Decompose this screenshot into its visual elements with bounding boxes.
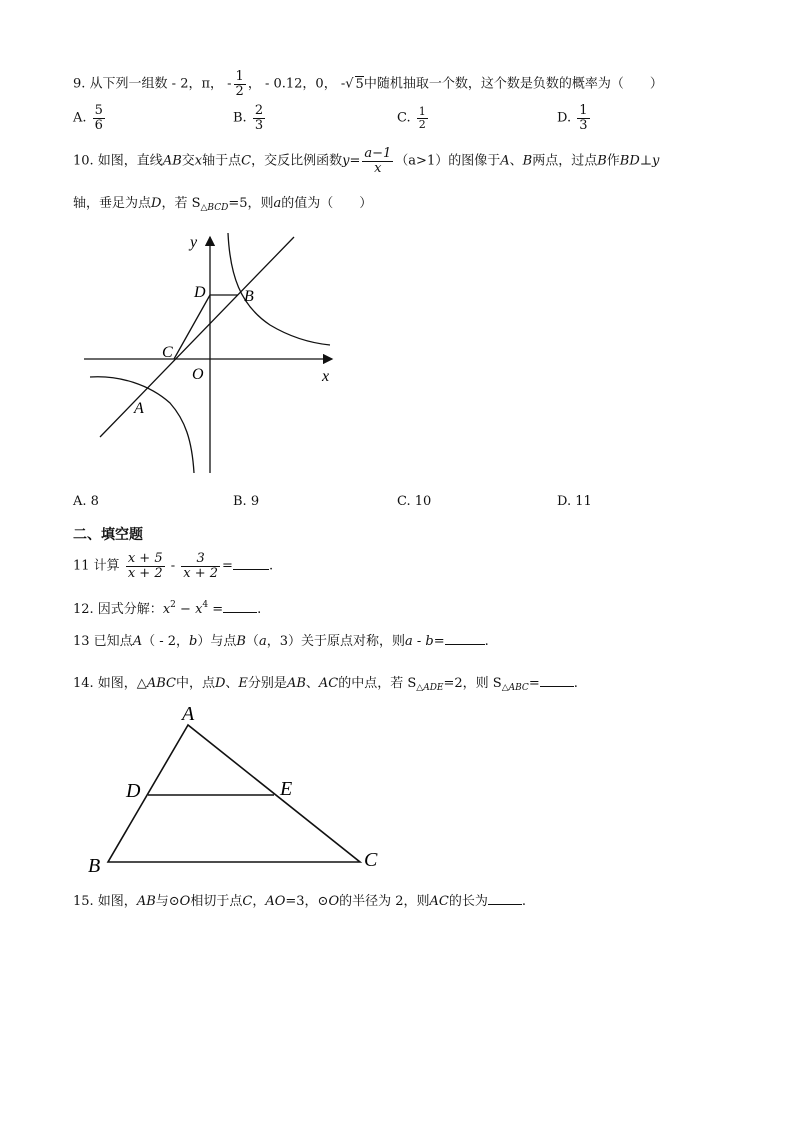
label-d: D — [194, 284, 206, 301]
q9-stem: 9. 从下列一组数 - 2，π， - $\frac{1}{2}$ ， - 0.12，0， -√ 5中随机抽取一个数，这个数是负数的概率为（ ） — [73, 69, 663, 99]
q13-answer-blank[interactable] — [445, 643, 485, 645]
q13-stem: 13 已知点A（ - 2，b）与点B（a，3）关于原点对称，则a - b= . — [73, 634, 489, 649]
label-y: y — [190, 234, 198, 251]
q9-option-a[interactable]: A. $\frac{5}{6}$ — [73, 103, 103, 133]
q10-fraction: $\frac{a-1}{x}$ — [364, 146, 392, 176]
q10-option-a[interactable]: A. 8 — [73, 494, 99, 509]
label-b: B — [88, 855, 101, 877]
sqrt-symbol: √ — [345, 76, 354, 92]
line-ab — [100, 237, 294, 437]
segment-dc — [174, 295, 210, 359]
section-heading-fill-in: 二、填空题 — [73, 527, 143, 543]
label-c: C — [364, 849, 378, 871]
q9-option-d[interactable]: D. $\frac{1}{3}$ — [557, 103, 588, 133]
label-c: C — [162, 344, 173, 361]
q14-stem: 14. 如图，△ABC中，点D、E分别是AB、AC的中点，若 $S_{\triangle ADE}=2$，则 $S_{\triangle ABC}=$ . — [73, 676, 578, 693]
q10-option-c[interactable]: C. 10 — [397, 494, 432, 509]
label-a: A — [182, 703, 195, 725]
label-b: B — [244, 288, 254, 305]
q10-option-d[interactable]: D. 11 — [557, 494, 592, 509]
q9-frac-half: $\frac{1}{2}$ — [235, 69, 244, 99]
q15-stem: 15. 如图，AB与⊙O相切于点C，AO=3，⊙O的半径为 2，则AC的长为 . — [73, 894, 527, 909]
label-a: A — [134, 400, 144, 417]
q15-answer-blank[interactable] — [488, 903, 522, 905]
q14-answer-blank[interactable] — [540, 685, 574, 687]
q12-stem: 12. 因式分解：$x^2 - x^4$ = . — [73, 600, 262, 617]
label-x: x — [322, 368, 330, 385]
hyperbola-branch-lower — [90, 377, 194, 473]
q10-stem-line1: 10. 如图，直线AB交x轴于点C，交反比例函数y= $\frac{a-1}{x}$ （a>1）的图像于A、B两点，过点B作BD⊥y — [73, 146, 660, 176]
q9-option-c[interactable]: C. $\frac{1}{2}$ — [397, 105, 426, 131]
triangle-abc — [108, 725, 360, 862]
q10-option-b[interactable]: B. 9 — [233, 494, 260, 509]
q10-figure — [70, 225, 350, 480]
label-o: O — [192, 366, 204, 383]
q9-option-b[interactable]: B. $\frac{2}{3}$ — [233, 103, 264, 133]
q11-answer-blank[interactable] — [233, 568, 269, 570]
q10-stem-line2: 轴，垂足为点D，若 $S_{\triangle BCD}=5$，则a的值为（ ） — [73, 196, 373, 213]
q12-answer-blank[interactable] — [223, 611, 257, 613]
q14-figure — [80, 700, 390, 880]
q11-stem: 11 计算 $\frac{x + 5}{x + 2}$ - $\frac{3}{x + 2}$ = . — [73, 551, 274, 581]
label-e: E — [280, 778, 293, 800]
label-d: D — [126, 780, 141, 802]
